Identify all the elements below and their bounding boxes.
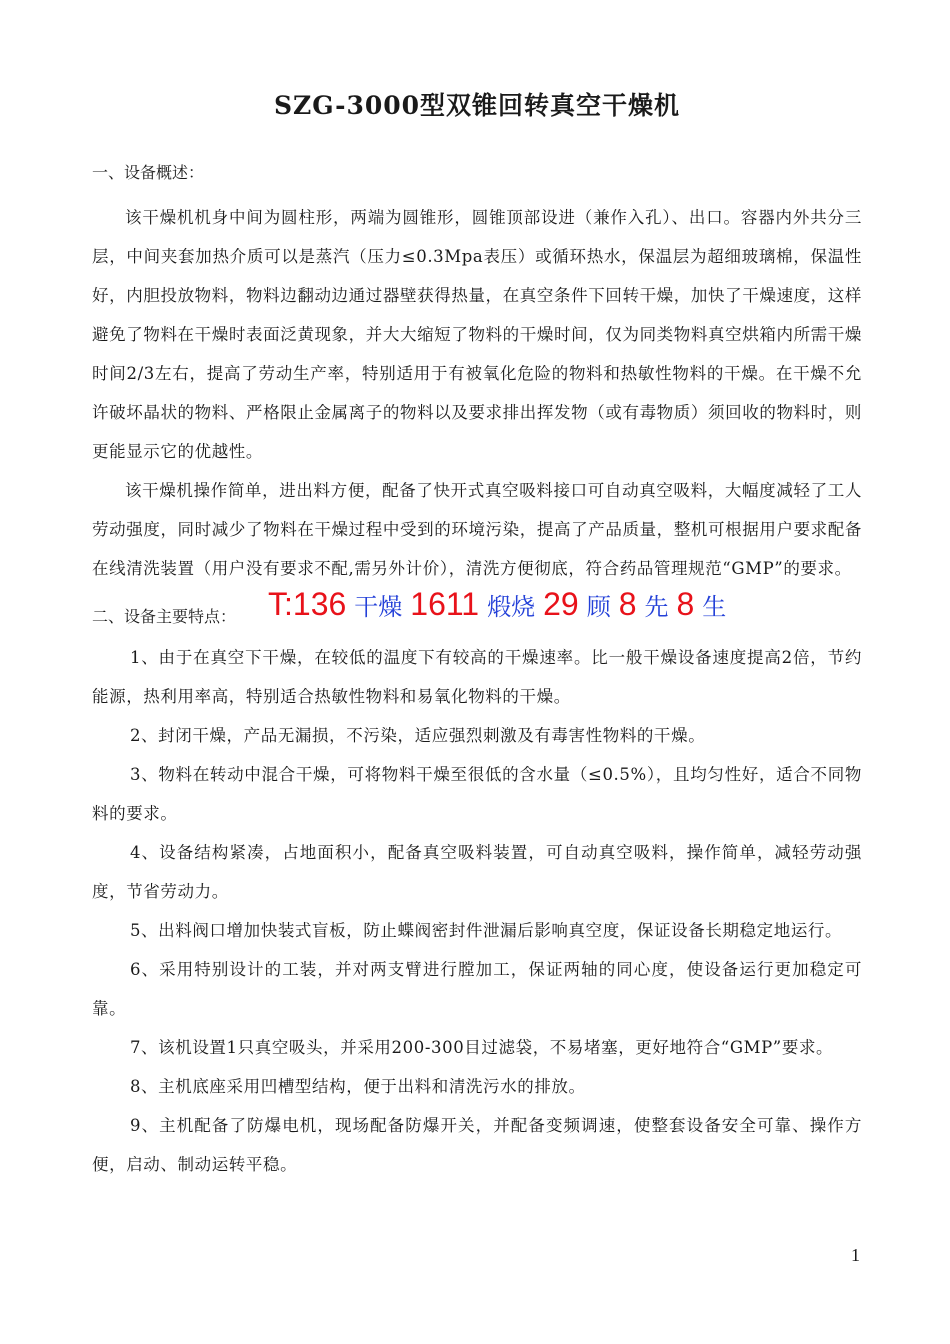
contact-stamp-overlay [268, 586, 734, 623]
overview-paragraph-1: 该干燥机机身中间为圆柱形，两端为圆锥形，圆锥顶部设进（兼作入孔）、出口。容器内外共分三层，中间夹套加热介质可以是蒸汽（压力≤0.3Mpa表压）或循环热水，保温层为超细玻璃棉，保温性好，内胆投放物料，物料边翻动边通过器壁获得热量，在真空条件下回转干燥，加快了干燥速度，这样避免了物料在干燥时表面泛黄现象，并大大缩短了物料的干燥时间，仅为同类物料真空烘箱内所需干燥时间2/3左右，提高了劳动生产率，特别适用于有被氧化危险的物料和热敏性物料的干燥。在干燥不允许破坏晶状的物料、严格限止金属离子的物料以及要求排出挥发物（或有毒物质）须回收的物料时，则更能显示它的优越性。 [92, 208, 862, 461]
feature-item-1: 1、由于在真空下干燥，在较低的温度下有较高的干燥速率。比一般干燥设备速度提高2倍，节约能源，热利用率高，特别适合热敏性物料和易氧化物料的干燥。 [92, 648, 862, 706]
feature-item-5: 5、出料阀口增加快装式盲板，防止蝶阀密封件泄漏后影响真空度，保证设备长期稳定地运行。 [129, 921, 843, 940]
stamp-text-4: 煅烧 [487, 593, 536, 621]
feature-item-6: 6、采用特别设计的工装，并对两支臂进行膛加工，保证两轴的同心度，使设备运行更加稳定可靠。 [92, 960, 862, 1018]
stamp-text-5: 29 [543, 586, 579, 622]
feature-item-9: 9、主机配备了防爆电机，现场配备防爆开关，并配备变频调速，使整套设备安全可靠、操作方便，启动、制动运转平稳。 [92, 1116, 862, 1174]
stamp-text-7: 8 [618, 586, 637, 622]
stamp-text-8: 先 [644, 593, 669, 621]
overview-paragraph-2: 该干燥机操作简单，进出料方便，配备了快开式真空吸料接口可自动真空吸料，大幅度减轻了工人劳动强度，同时减少了物料在干燥过程中受到的环境污染，提高了产品质量，整机可根据用户要求配备在线清洗装置（用户没有要求不配,需另外计价），清洗方便彻底，符合药品管理规范“GMP”的要求。 [92, 481, 862, 578]
feature-item-3: 3、物料在转动中混合干燥，可将物料干燥至很低的含水量（≤0.5%），且均匀性好，适合不同物料的要求。 [92, 765, 862, 823]
stamp-text-10: 生 [702, 593, 727, 621]
feature-item-2: 2、封闭干燥，产品无漏损，不污染，适应强烈刺激及有毒害性物料的干燥。 [129, 726, 706, 745]
feature-item-8: 8、主机底座采用凹槽型结构，便于出料和清洗污水的排放。 [129, 1077, 586, 1096]
stamp-text-2: 干燥 [354, 593, 403, 621]
stamp-text-9: 8 [676, 586, 695, 622]
feature-item-7: 7、该机设置1只真空吸头，并采用200-300目过滤袋，不易堵塞，更好地符合“GMP”要求。 [129, 1038, 834, 1057]
feature-item-4: 4、设备结构紧凑，占地面积小，配备真空吸料装置，可自动真空吸料，操作简单，减轻劳动强度，节省劳动力。 [92, 843, 862, 901]
document-title: SZG-3000型双锥回转真空干燥机 [273, 91, 681, 120]
section-heading-features: 二、设备主要特点： [92, 607, 237, 626]
stamp-text-6: 顾 [586, 593, 611, 621]
section-heading-overview: 一、设备概述： [92, 163, 205, 182]
page-number: 1 [851, 1245, 860, 1265]
stamp-text-3: 1611 [410, 586, 480, 622]
features-heading-row [92, 586, 862, 638]
stamp-text-1: T:136 [268, 586, 347, 622]
